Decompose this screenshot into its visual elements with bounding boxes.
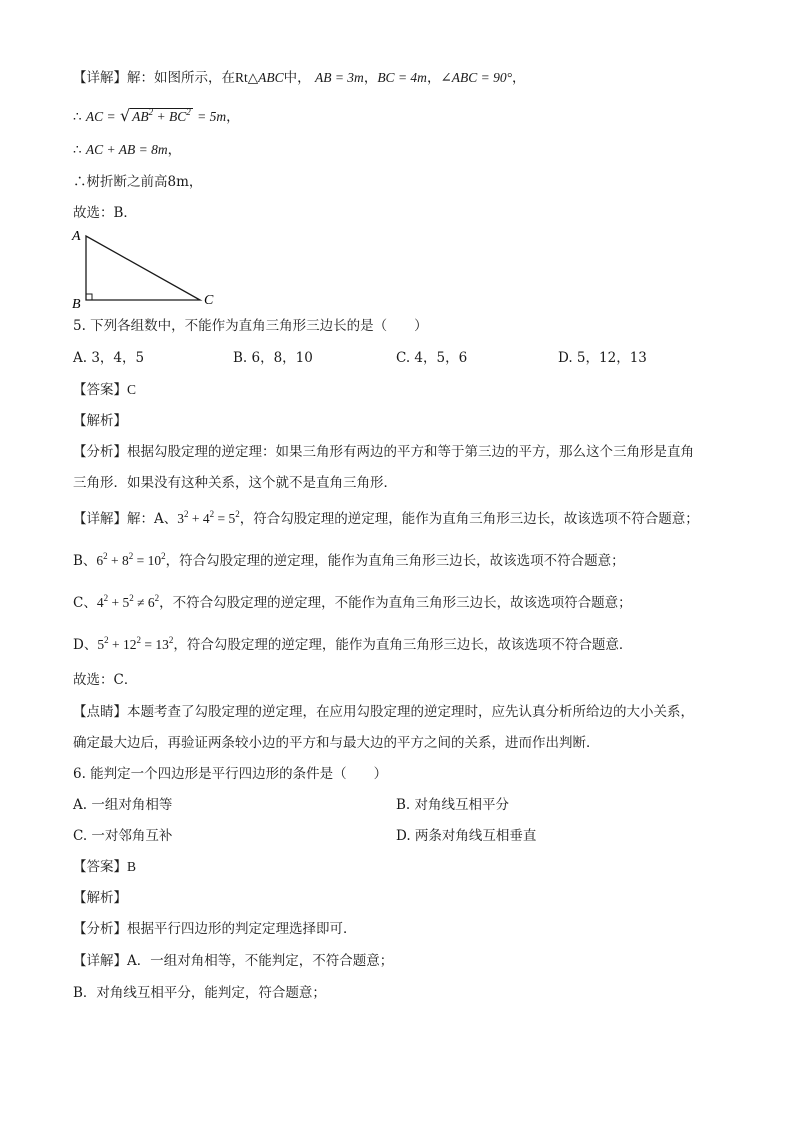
q5-choose: 故选：C． [73,672,138,688]
q5-fenxi-line1: 【分析】根据勾股定理的逆定理：如果三角形有两边的平方和等于第三边的平方，那么这个三角形是直角 [73,444,694,460]
q5-analysis-label: 【解析】 [73,413,127,429]
q6-stem: 6. 能判定一个四边形是平行四边形的条件是（ ） [73,766,388,782]
q6-analysis-label: 【解析】 [73,890,127,906]
q5-stem: 5. 下列各组数中，不能作为直角三角形三边长的是（ ） [73,318,428,334]
q5-option-b: B. 6，8，10 [233,350,313,366]
detail-label: 【详解】 [73,70,127,86]
triangle-shape [86,236,200,300]
q4-detail-line1: 【详解】解：如图所示，在Rt△ABC中， AB = 3m，BC = 4m，∠ABC = 90°， [73,70,526,86]
q6-option-a: A. 一组对角相等 [73,797,173,813]
q6-option-d: D. 两条对角线互相垂直 [396,828,537,844]
q6-option-c: C. 一对邻角互补 [73,828,173,844]
q5-detail-a: 【详解】解：A、$3^2 + 4^2 = 5^2$，符合勾股定理的逆定理，能作为直角三角形三边长，故该选项不符合题意； [73,509,699,527]
q4-detail-line3: ∴ AC + AB = 8m， [73,142,182,158]
q6-answer: 【答案】B [73,859,137,875]
q5-answer: 【答案】C [73,382,137,398]
q5-detail-c: C、$4^2 + 5^2 \ne 6^2$，不符合勾股定理的逆定理，不能作为直角三角形三边长，故该选项符合题意； [73,593,632,611]
q4-detail-line2: ∴ AC = √ $AB^2 + BC^2 = 5m$， [73,106,240,125]
vertex-label-a: A [72,229,81,244]
q5-option-c: C. 4，5，6 [396,350,468,366]
vertex-label-c: C [204,293,214,308]
q6-detail-a: 【详解】A．一组对角相等，不能判定，不符合题意； [73,953,394,969]
q5-dianjing-line2: 确定最大边后，再验证两条较小边的平方和与最大边的平方之间的关系，进而作出判断． [73,735,600,751]
q5-option-a: A. 3，4，5 [73,350,145,366]
vertex-label-b: B [72,297,81,312]
q6-fenxi: 【分析】根据平行四边形的判定定理选择即可． [73,921,357,937]
sqrt-expression: $AB^2 + BC^2$ [132,107,191,124]
q5-option-d: D. 5，12，13 [558,350,647,366]
q5-fenxi-line2: 三角形．如果没有这种关系，这个就不是直角三角形． [73,475,397,491]
q6-detail-b: B．对角线互相平分，能判定，符合题意； [73,985,326,1001]
right-angle-mark [86,294,92,300]
q6-option-b: B. 对角线互相平分 [396,797,510,813]
q5-detail-b: B、$6^2 + 8^2 = 10^2$，符合勾股定理的逆定理，能作为直角三角形三边长，故该选项不符合题意； [73,551,625,569]
q5-dianjing-line1: 【点睛】本题考查了勾股定理的逆定理，在应用勾股定理的逆定理时，应先认真分析所给边的大小关系， [73,704,694,720]
q5-detail-d: D、$5^2 + 12^2 = 13^2$，符合勾股定理的逆定理，能作为直角三角形三边长，故该选项不符合题意． [73,635,633,653]
q4-choose: 故选：B． [73,205,137,221]
right-triangle-figure [68,224,228,314]
q4-detail-line4: ∴树折断之前高8m， [73,174,203,190]
